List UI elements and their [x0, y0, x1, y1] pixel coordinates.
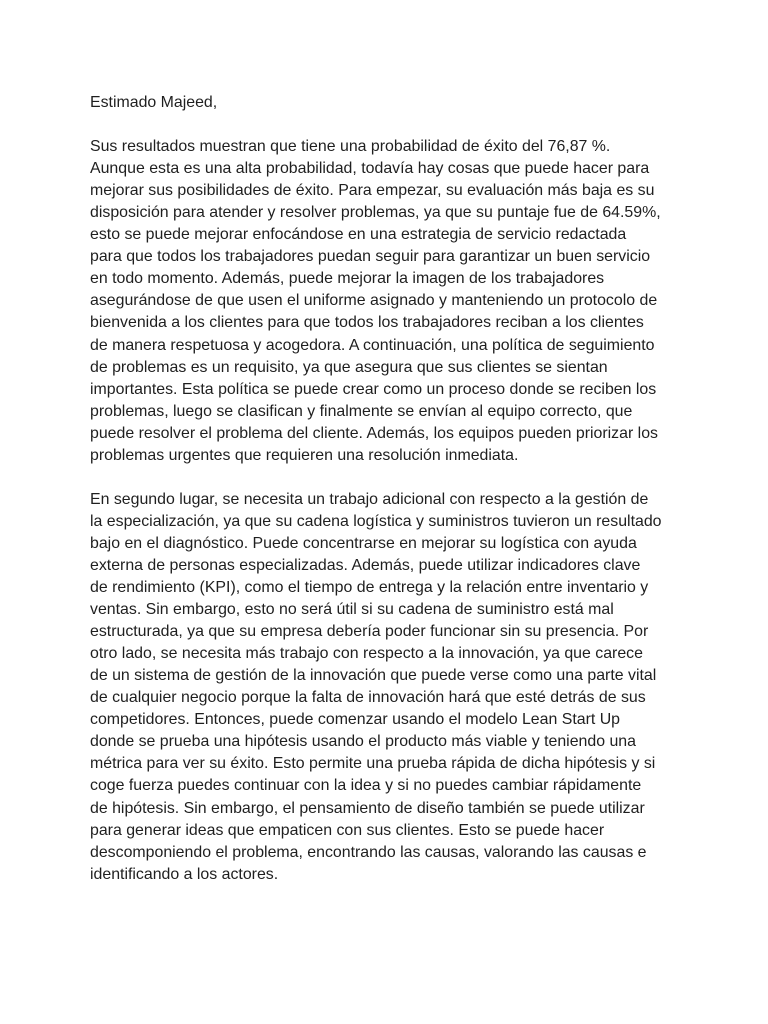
letter-body: [90, 92, 690, 908]
text-line: En segundo lugar, se necesita un trabajo adicional con respecto a la gestión de: [90, 490, 649, 508]
text-line: de problemas es un requisito, ya que asegura que sus clientes se sientan: [90, 358, 608, 376]
text-line: donde se prueba una hipótesis usando el producto más viable y teniendo una: [90, 733, 636, 751]
text-line: problemas, luego se clasifican y finalmente se envían al equipo correcto, que: [90, 402, 633, 420]
text-line: bajo en el diagnóstico. Puede concentrarse en mejorar su logística con ayuda: [90, 534, 637, 552]
text-line: otro lado, se necesita más trabajo con respecto a la innovación, ya que carece: [90, 645, 643, 663]
text-line: competidores. Entonces, puede comenzar usando el modelo Lean Start Up: [90, 711, 621, 729]
text-line: en todo momento. Además, puede mejorar la imagen de los trabajadores: [90, 270, 605, 288]
text-line: Sus resultados muestran que tiene una probabilidad de éxito del 76,87 %.: [90, 138, 611, 156]
text-line: de hipótesis. Sin embargo, el pensamiento de diseño también se puede utilizar: [90, 799, 645, 817]
paragraph-1: [90, 136, 690, 467]
text-line: importantes. Esta política se puede crear como un proceso donde se reciben los: [90, 380, 657, 398]
text-line: descomponiendo el problema, encontrando las causas, valorando las causas e: [90, 843, 647, 861]
text-line: para generar ideas que empaticen con sus clientes. Esto se puede hacer: [90, 821, 605, 839]
text-line: problemas urgentes que requieren una resolución inmediata.: [90, 446, 519, 464]
text-line: disposición para atender y resolver problemas, ya que su puntaje fue de 64.59%,: [90, 204, 661, 222]
text-line: de manera respetuosa y acogedora. A continuación, una política de seguimiento: [90, 336, 655, 354]
letter-greeting: Estimado Majeed,: [90, 94, 218, 111]
text-line: ventas. Sin embargo, esto no será útil si su cadena de suministro está mal: [90, 601, 614, 619]
text-line: asegurándose de que usen el uniforme asignado y manteniendo un protocolo de: [90, 292, 658, 310]
text-line: coge fuerza puedes continuar con la idea y si no puedes cambiar rápidamente: [90, 777, 642, 795]
text-line: para que todos los trabajadores puedan seguir para garantizar un buen servicio: [90, 248, 651, 266]
paragraph-2: [90, 489, 690, 886]
text-line: bienvenida a los clientes para que todos los trabajadores reciban a los clientes: [90, 314, 644, 332]
text-line: de cualquier negocio porque la falta de innovación hará que esté detrás de sus: [90, 689, 646, 707]
text-line: esto se puede mejorar enfocándose en una estrategia de servicio redactada: [90, 226, 627, 244]
text-line: puede resolver el problema del cliente. Además, los equipos pueden priorizar los: [90, 424, 658, 442]
text-line: estructurada, ya que su empresa debería poder funcionar sin su presencia. Por: [90, 623, 649, 641]
text-line: de rendimiento (KPI), como el tiempo de entrega y la relación entre inventario y: [90, 579, 649, 597]
text-line: identificando a los actores.: [90, 865, 279, 883]
text-line: mejorar sus posibilidades de éxito. Para empezar, su evaluación más baja es su: [90, 182, 655, 200]
text-line: Aunque esta es una alta probabilidad, todavía hay cosas que puede hacer para: [90, 160, 650, 178]
text-line: la especialización, ya que su cadena logística y suministros tuvieron un resultado: [90, 512, 662, 530]
text-line: métrica para ver su éxito. Esto permite una prueba rápida de dicha hipótesis y si: [90, 755, 656, 773]
text-line: externa de personas especializadas. Además, puede utilizar indicadores clave: [90, 556, 641, 574]
text-line: de un sistema de gestión de la innovación que puede verse como una parte vital: [90, 667, 657, 685]
